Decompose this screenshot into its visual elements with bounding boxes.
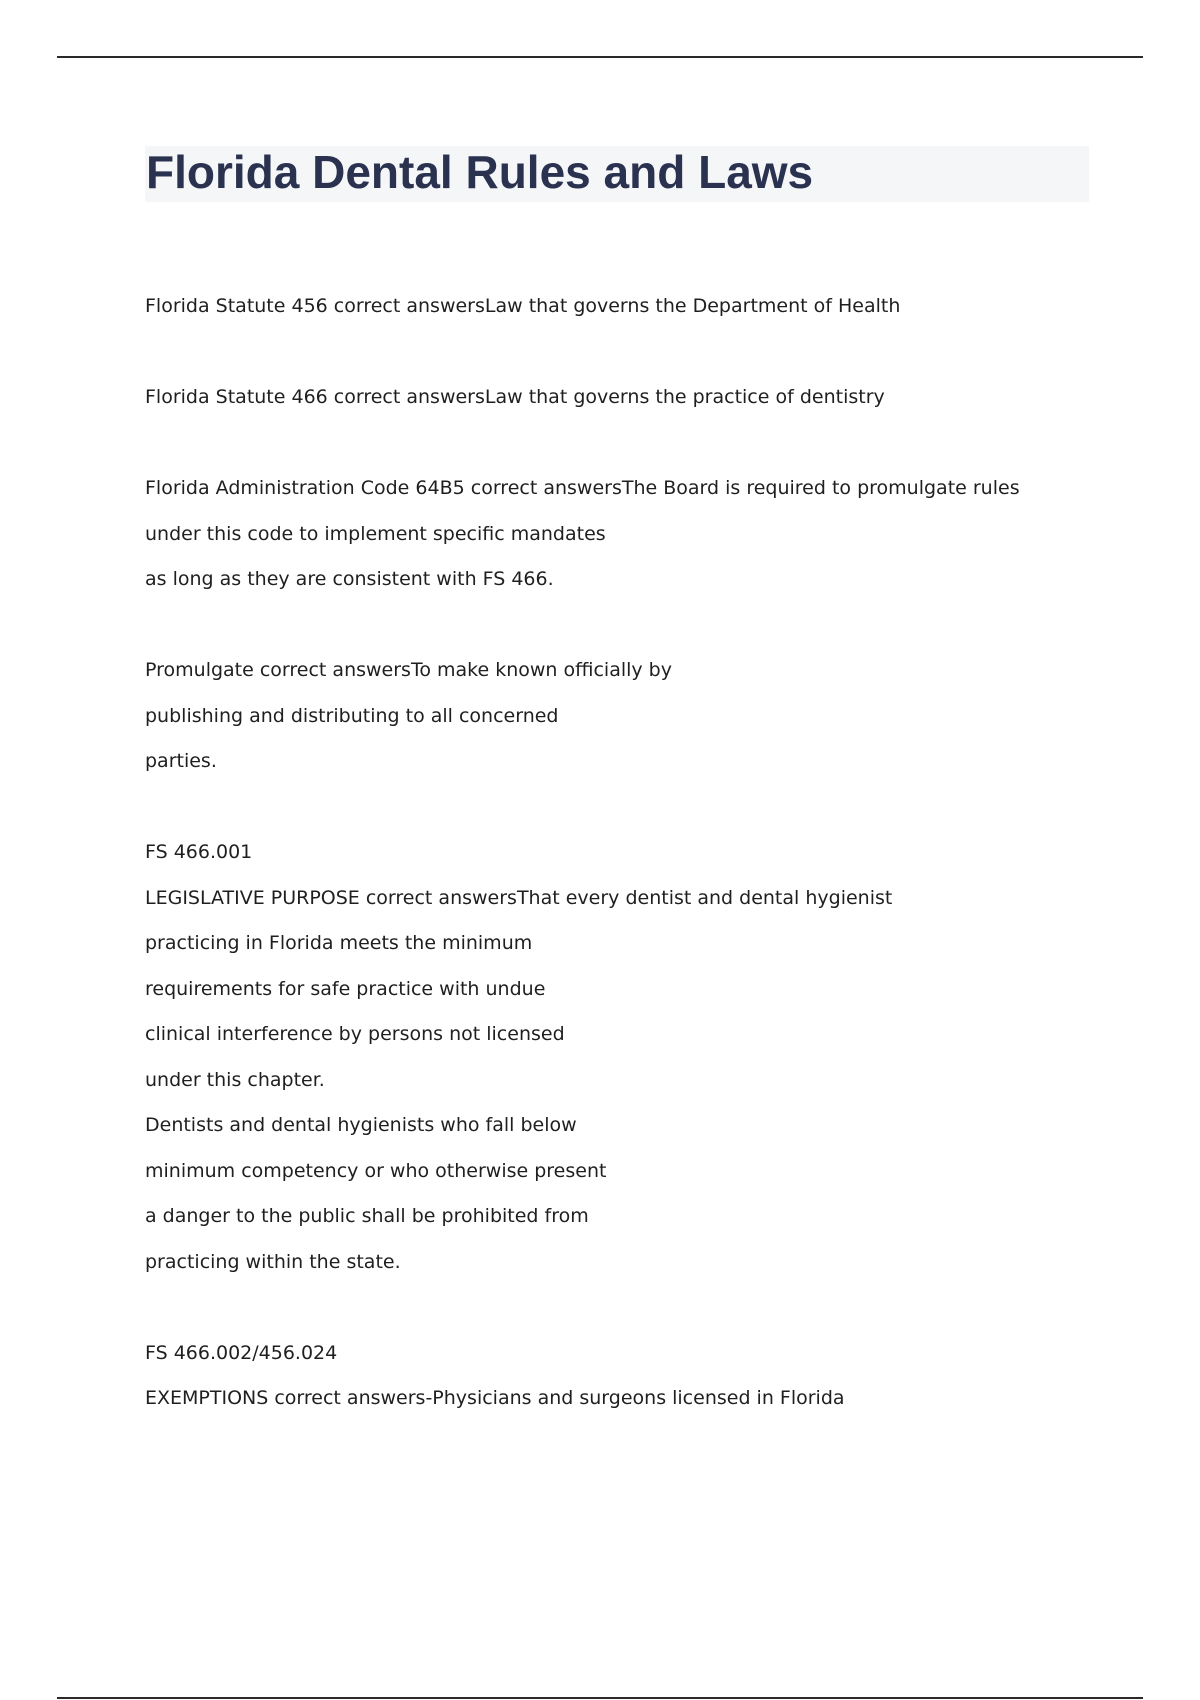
entry-line: Florida Administration Code 64B5 correct answersThe Board is required to promulgate rules bbox=[145, 477, 1020, 499]
entry-line: as long as they are consistent with FS 466. bbox=[145, 568, 554, 590]
entry-fac-64b5 bbox=[145, 472, 1105, 609]
entry-gap bbox=[145, 336, 1105, 382]
document-body bbox=[145, 290, 1105, 1428]
entry-promulgate bbox=[145, 654, 1105, 791]
entry-fs-456 bbox=[145, 290, 1105, 336]
entry-gap bbox=[145, 609, 1105, 655]
entry-line: LEGISLATIVE PURPOSE correct answersThat every dentist and dental hygienist bbox=[145, 886, 893, 909]
entry-line: requirements for safe practice with undue bbox=[145, 977, 546, 1000]
page-bottom-rule bbox=[57, 1697, 1143, 1699]
entry-line: EXEMPTIONS correct answers-Physicians and surgeons licensed in Florida bbox=[145, 1387, 845, 1409]
entry-line: Florida Statute 456 correct answersLaw that governs the Department of Health bbox=[145, 295, 901, 317]
entry-line: FS 466.001 bbox=[145, 841, 253, 863]
entry-line: practicing within the state. bbox=[145, 1250, 401, 1273]
entry-line: Florida Statute 466 correct answersLaw that governs the practice of dentistry bbox=[145, 386, 885, 408]
entry-exemptions bbox=[145, 1337, 1105, 1428]
document-title: Florida Dental Rules and Laws bbox=[146, 146, 814, 198]
entry-line: Promulgate correct answersTo make known officially by bbox=[145, 659, 672, 681]
entry-line: FS 466.002/456.024 bbox=[145, 1341, 338, 1364]
entry-gap bbox=[145, 1291, 1105, 1337]
entry-line: parties. bbox=[145, 750, 217, 772]
entry-line: under this chapter. bbox=[145, 1068, 325, 1091]
page-top-rule bbox=[57, 56, 1143, 58]
entry-gap bbox=[145, 427, 1105, 473]
entry-gap bbox=[145, 791, 1105, 837]
entry-line: Dentists and dental hygienists who fall below bbox=[145, 1114, 577, 1136]
entry-line: minimum competency or who otherwise present bbox=[145, 1159, 607, 1182]
entry-line: practicing in Florida meets the minimum bbox=[145, 932, 533, 954]
entry-fs-466 bbox=[145, 381, 1105, 427]
entry-line: a danger to the public shall be prohibited from bbox=[145, 1205, 589, 1227]
entry-legislative-purpose bbox=[145, 836, 1105, 1291]
entry-line: under this code to implement specific mandates bbox=[145, 522, 606, 545]
entry-line: clinical interference by persons not licensed bbox=[145, 1023, 565, 1045]
entry-line: publishing and distributing to all concerned bbox=[145, 704, 559, 727]
